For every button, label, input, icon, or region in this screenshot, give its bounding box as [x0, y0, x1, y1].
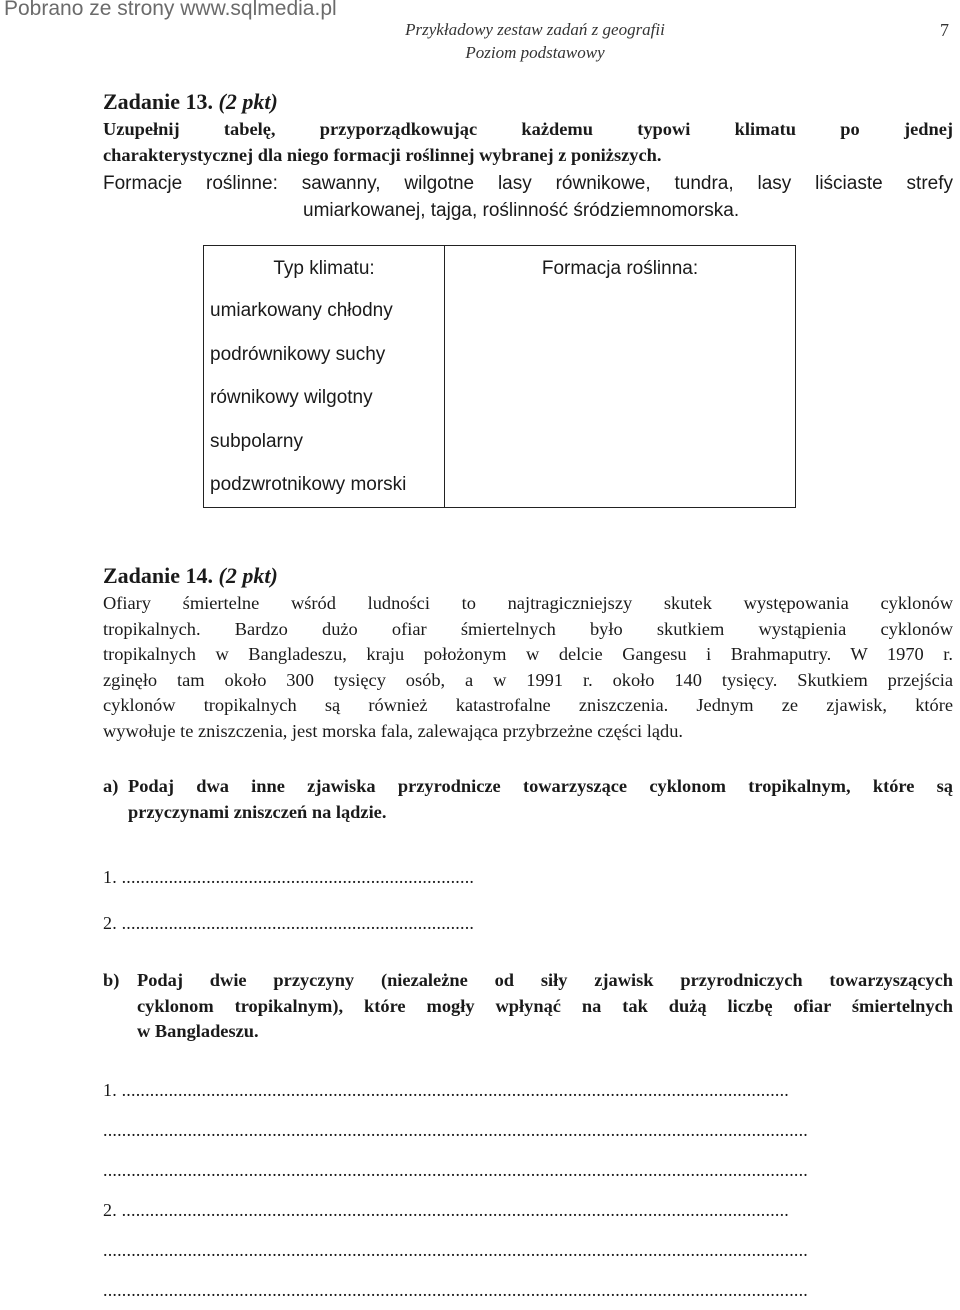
answer-line[interactable]: 1. ...........................................................................	[103, 867, 475, 887]
answer-line[interactable]: ......................................................................................................................................................	[103, 1120, 808, 1140]
question-a-line1: Podaj dwa inne zjawiska przyrodnicze towarzyszące cyklonom tropikalnym, które są	[128, 776, 953, 796]
table-row: równikowy wilgotny	[210, 387, 373, 408]
source-watermark: Pobrano ze strony www.sqlmedia.pl	[4, 0, 337, 20]
table-row: umiarkowany chłodny	[210, 300, 393, 321]
task14-heading	[103, 563, 278, 589]
paragraph-line: zginęło tam około 300 tysięcy osób, a w 1991 r. około 140 tysięcy. Skutkiem przejścia	[103, 669, 953, 690]
question-b-line3: w Bangladeszu.	[137, 1021, 259, 1041]
task14-title: Zadanie 14.	[103, 563, 214, 588]
question-a-label: a)	[103, 776, 119, 796]
paragraph-line: cyklonów tropikalnych są również katastrofalne zniszczenia. Jednym ze zjawisk, które	[103, 695, 953, 715]
task13-formations	[103, 170, 953, 224]
task13-formations-line1: Formacje roślinne: sawanny, wilgotne lasy równikowe, tundra, lasy liściaste strefy	[103, 173, 953, 194]
task13-instruction-line2: charakterystycznej dla niego formacji roślinnej wybranej z poniższych.	[103, 144, 662, 165]
task13-formations-line2: umiarkowanej, tajga, roślinność śródziemnomorska.	[303, 200, 740, 221]
answer-line[interactable]: 2. ...........................................................................	[103, 913, 475, 933]
climate-type-column	[204, 246, 445, 508]
answers-a	[103, 867, 474, 959]
plant-formation-header: Formacja roślinna:	[541, 258, 699, 279]
task14-points: (2 pkt)	[218, 563, 278, 588]
task13-points: (2 pkt)	[218, 89, 278, 114]
page-number: 7	[940, 20, 949, 40]
header-subject: Przykładowy zestaw zadań z geografii	[405, 20, 665, 39]
paragraph-line: tropikalnych w Bangladeszu, kraju położonym w delcie Gangesu i Brahmaputry. W 1970 r.	[103, 644, 953, 664]
answer-line[interactable]: ......................................................................................................................................................	[103, 1280, 808, 1300]
task13-heading	[103, 89, 278, 115]
answer-line[interactable]: ......................................................................................................................................................	[103, 1240, 808, 1260]
task13-instruction	[103, 117, 953, 168]
answer-line[interactable]: 1. ..............................................................................................................................................	[103, 1080, 789, 1100]
paragraph-line: wywołuje te zniszczenia, jest morska fala, zalewająca przybrzeżne części lądu.	[103, 720, 684, 741]
climate-table	[203, 245, 796, 508]
paragraph-line: tropikalnych. Bardzo dużo ofiar śmiertelnych było skutkiem wystąpienia cyklonów	[103, 618, 953, 639]
question-b-line2: cyklonom tropikalnym), które mogły wpłynąć na tak dużą liczbę ofiar śmiertelnych	[137, 995, 953, 1016]
task13-title: Zadanie 13.	[103, 89, 214, 114]
answers-b	[103, 1070, 953, 1310]
paragraph-line: Ofiary śmiertelne wśród ludności to najtragiczniejszy skutek występowania cyklonów	[103, 593, 953, 613]
answer-line[interactable]: ......................................................................................................................................................	[103, 1160, 808, 1180]
question-b	[103, 968, 953, 1045]
header-level: Poziom podstawowy	[465, 43, 605, 62]
table-row: podrównikowy suchy	[210, 343, 386, 365]
question-b-line1: Podaj dwie przyczyny (niezależne od siły zjawisk przyrodniczych towarzyszących	[137, 970, 953, 990]
table-row: podzwrotnikowy morski	[210, 474, 407, 495]
answer-line[interactable]: 2. ..............................................................................................................................................	[103, 1200, 789, 1220]
task14-paragraph	[103, 591, 953, 744]
question-a	[103, 774, 953, 825]
question-a-line2: przyczynami zniszczeń na lądzie.	[128, 801, 387, 822]
task13-instruction-line1: Uzupełnij tabelę, przyporządkowując każdemu typowi klimatu po jednej	[103, 119, 953, 139]
plant-formation-column[interactable]	[445, 246, 796, 508]
climate-type-header: Typ klimatu:	[273, 258, 375, 279]
table-row: subpolarny	[210, 430, 303, 452]
question-b-label: b)	[103, 970, 120, 990]
